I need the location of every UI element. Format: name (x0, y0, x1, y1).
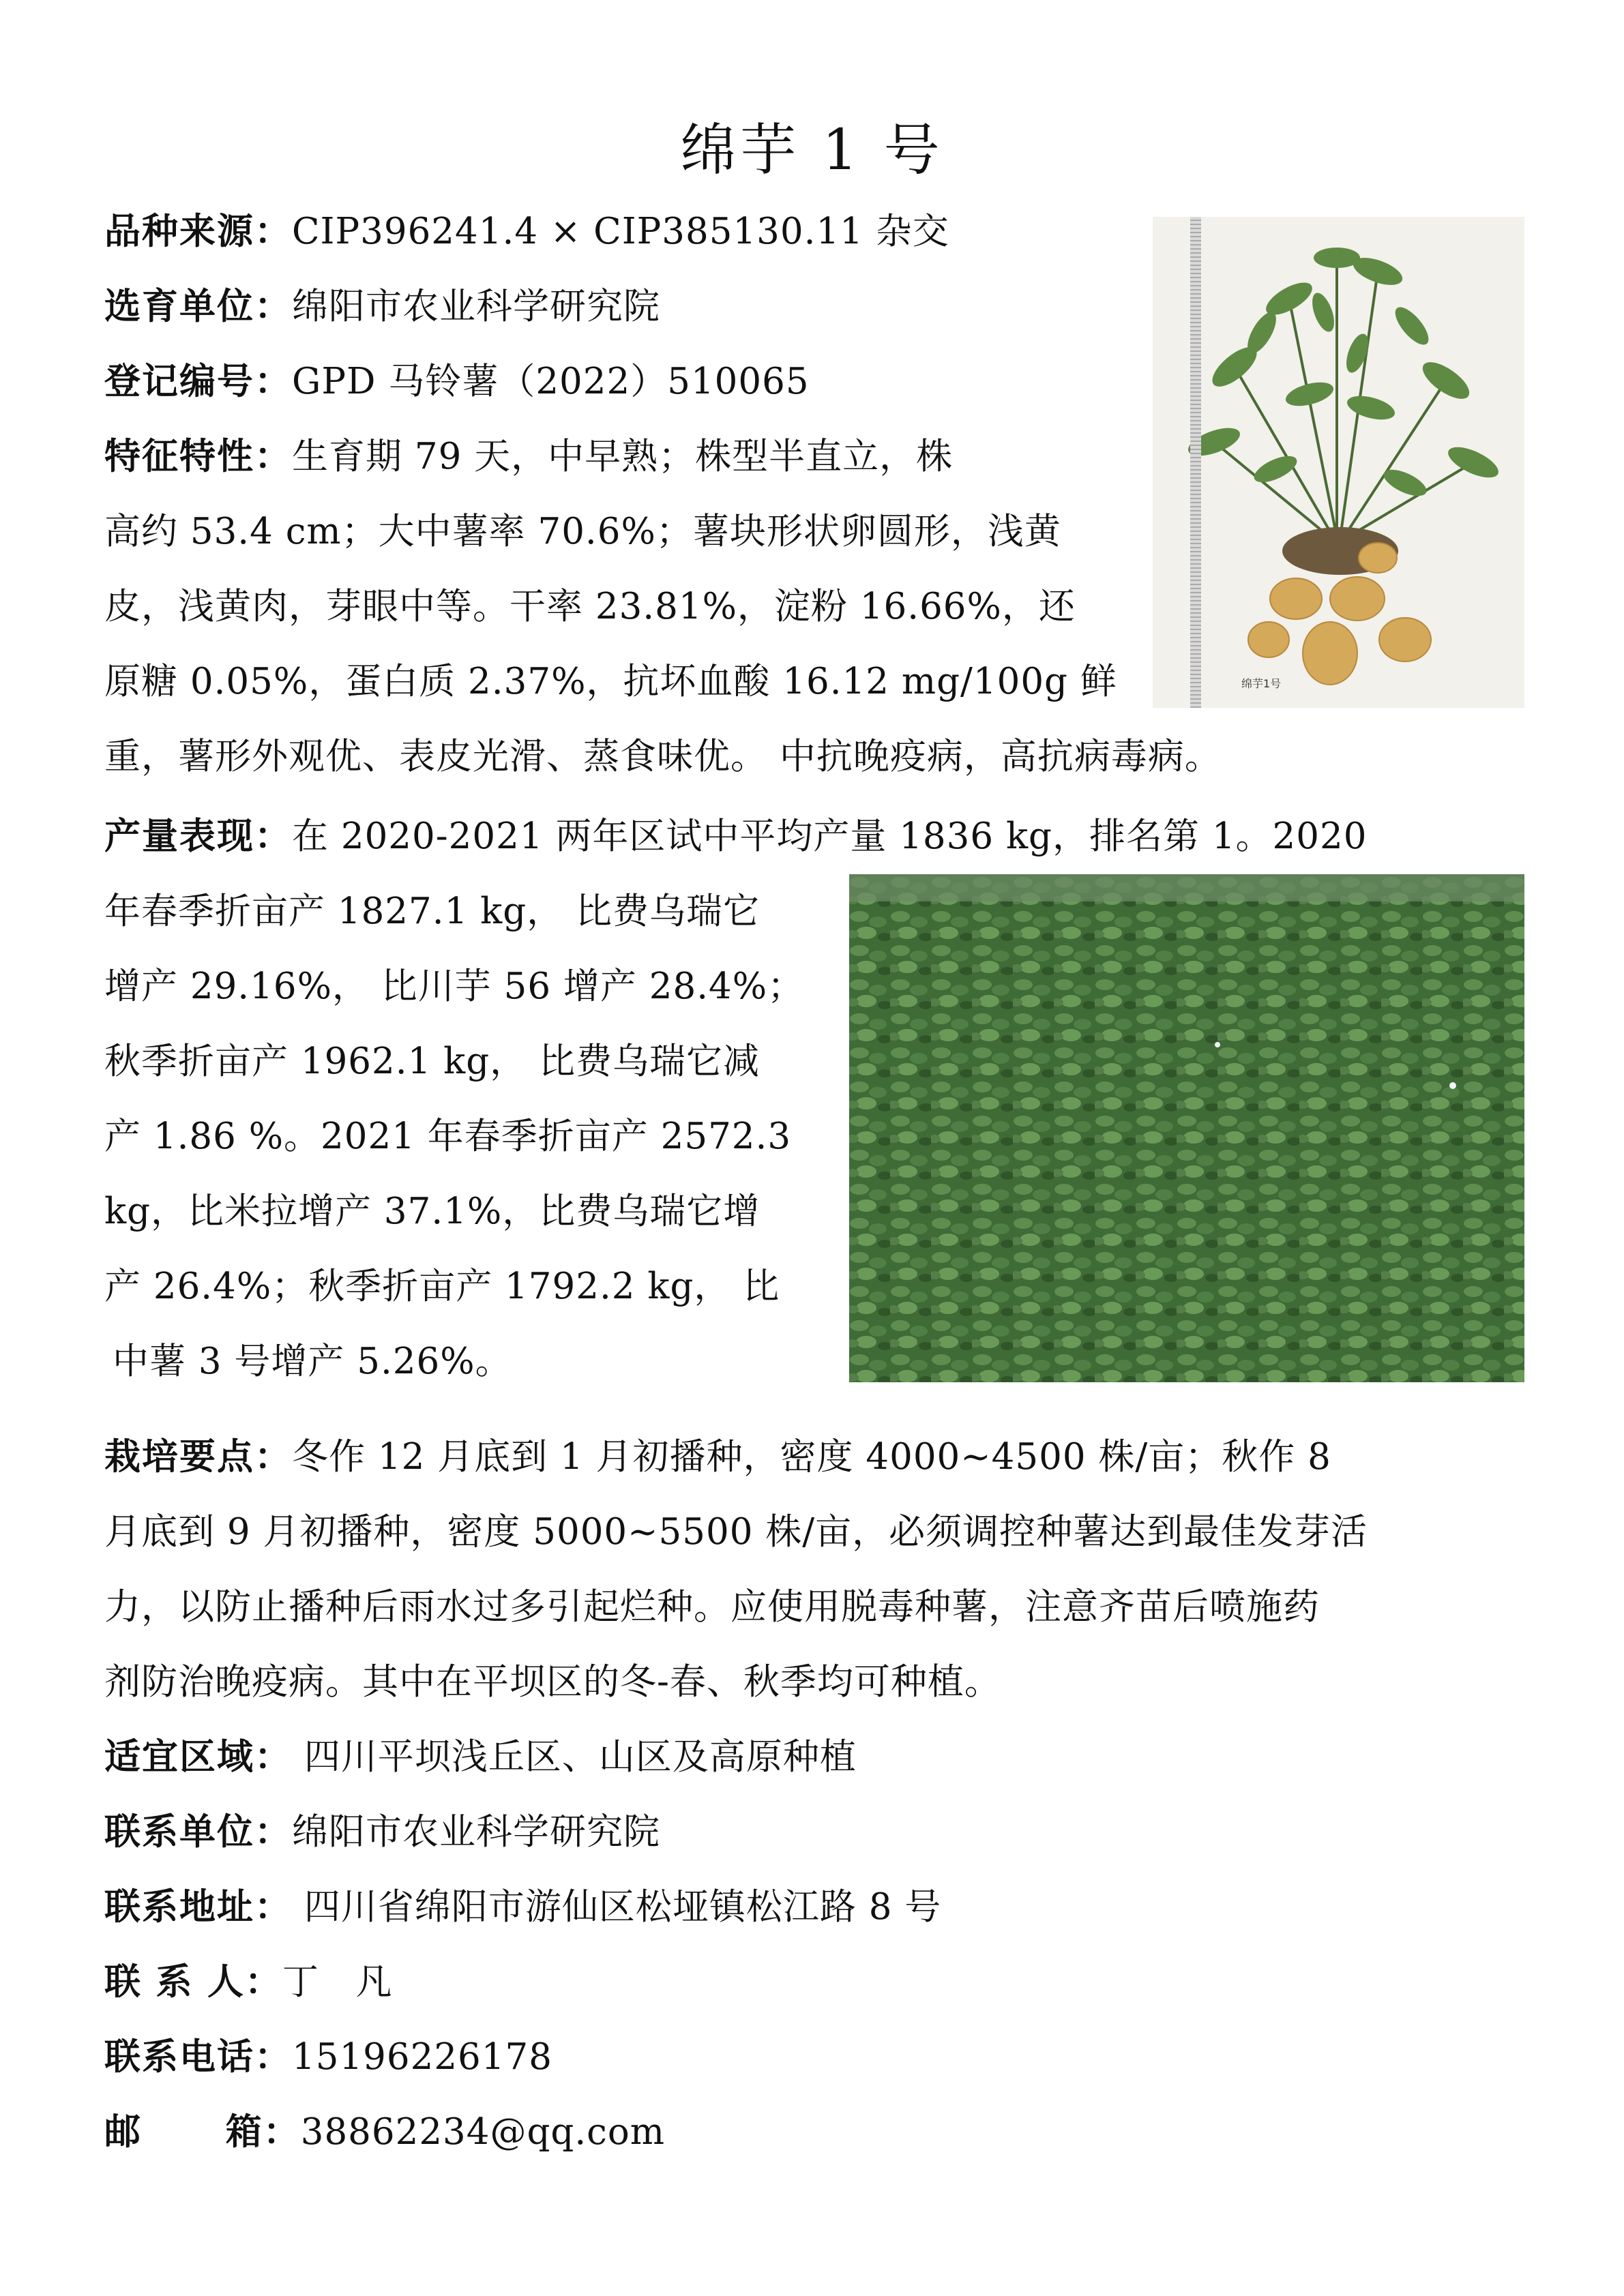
contact-unit-label: 联系单位： (104, 1811, 292, 1853)
yield-label: 产量表现： (104, 816, 292, 857)
potato-plant-illustration (1153, 217, 1524, 708)
region-value: 四川平坝浅丘区、山区及高原种植 (292, 1736, 857, 1778)
contact-person-label: 联 系 人： (104, 1961, 282, 2003)
contact-phone-label: 联系电话： (104, 2036, 292, 2078)
plant-photo-caption: 绵芋1号 (1241, 677, 1282, 690)
potato-field-illustration (849, 874, 1524, 1382)
traits-text-3: 皮，浅黄肉，芽眼中等。干率 23.81%，淀粉 16.66%，还 (104, 586, 1076, 627)
breeder-label: 选育单位： (104, 286, 292, 327)
cultivation-text-2: 月底到 9 月初播种，密度 5000~5500 株/亩，必须调控种薯达到最佳发芽活 (104, 1511, 1368, 1553)
email-value[interactable]: 38862234@qq.com (300, 2111, 666, 2153)
contact-address-line (104, 1870, 941, 1945)
yield-text-3: 增产 29.16%， 比川芋 56 增产 28.4%； (104, 966, 805, 1007)
yield-text-7: 产 26.4%；秋季折亩产 1792.2 kg， 比 (104, 1266, 780, 1307)
field-photo (849, 874, 1524, 1382)
contact-person-value: 丁 凡 (282, 1961, 393, 2003)
contact-address-value: 四川省绵阳市游仙区松垭镇松江路 8 号 (292, 1886, 942, 1928)
yield-text-6: kg，比米拉增产 37.1%，比费乌瑞它增 (104, 1191, 761, 1232)
plant-photo (1153, 217, 1524, 708)
traits-text-2: 高约 53.4 cm；大中薯率 70.6%；薯块形状卵圆形，浅黄 (104, 511, 1061, 552)
breeder-line (104, 269, 660, 344)
region-line (104, 1720, 857, 1795)
traits-line-1 (104, 419, 953, 494)
yield-text-5: 产 1.86 %。2021 年春季折亩产 2572.3 (104, 1116, 792, 1157)
email-line (104, 2095, 665, 2170)
contact-person-line (104, 1945, 392, 2020)
contact-phone-value: 15196226178 (292, 2036, 552, 2078)
yield-line-1 (104, 799, 1367, 874)
yield-text-4: 秋季折亩产 1962.1 kg， 比费乌瑞它减 (104, 1041, 761, 1082)
traits-text-1: 生育期 79 天，中早熟；株型半直立，株 (292, 436, 954, 477)
traits-text-5: 重，薯形外观优、表皮光滑、蒸食味优。 中抗晚疫病，高抗病毒病。 (104, 736, 1222, 777)
contact-phone-line (104, 2020, 552, 2095)
contact-address-label: 联系地址： (104, 1886, 292, 1928)
cultivation-text-3: 力，以防止播种后雨水过多引起烂种。应使用脱毒种薯，注意齐苗后喷施药 (104, 1586, 1320, 1628)
ruler-graphic (1190, 217, 1201, 708)
cultivation-line-1 (104, 1420, 1331, 1495)
page-title: 绵芋 1 号 (680, 118, 944, 183)
yield-text-2: 年春季折亩产 1827.1 kg， 比费乌瑞它 (104, 891, 761, 932)
registration-value: GPD 马铃薯（2022）510065 (292, 361, 810, 402)
traits-text-4: 原糖 0.05%，蛋白质 2.37%，抗坏血酸 16.12 mg/100g 鲜 (104, 661, 1117, 702)
contact-unit-line (104, 1795, 660, 1870)
registration-line (104, 344, 810, 419)
registration-label: 登记编号： (104, 361, 292, 402)
source-line (104, 194, 949, 269)
traits-label: 特征特性： (104, 436, 292, 477)
yield-text-1: 在 2020-2021 两年区试中平均产量 1836 kg，排名第 1。2020 (292, 816, 1368, 857)
region-label: 适宜区域： (104, 1736, 292, 1778)
cultivation-text-4: 剂防治晚疫病。其中在平坝区的冬-春、秋季均可种植。 (104, 1661, 1001, 1703)
contact-unit-value: 绵阳市农业科学研究院 (292, 1811, 660, 1853)
source-label: 品种来源： (104, 211, 292, 252)
yield-text-8: 中薯 3 号增产 5.26%。 (113, 1341, 512, 1382)
cultivation-text-1: 冬作 12 月底到 1 月初播种，密度 4000~4500 株/亩；秋作 8 (292, 1436, 1331, 1478)
email-label: 邮 箱： (104, 2111, 301, 2153)
source-value: CIP396241.4 × CIP385130.11 杂交 (292, 211, 949, 252)
cultivation-label: 栽培要点： (104, 1436, 292, 1478)
breeder-value: 绵阳市农业科学研究院 (292, 286, 660, 327)
